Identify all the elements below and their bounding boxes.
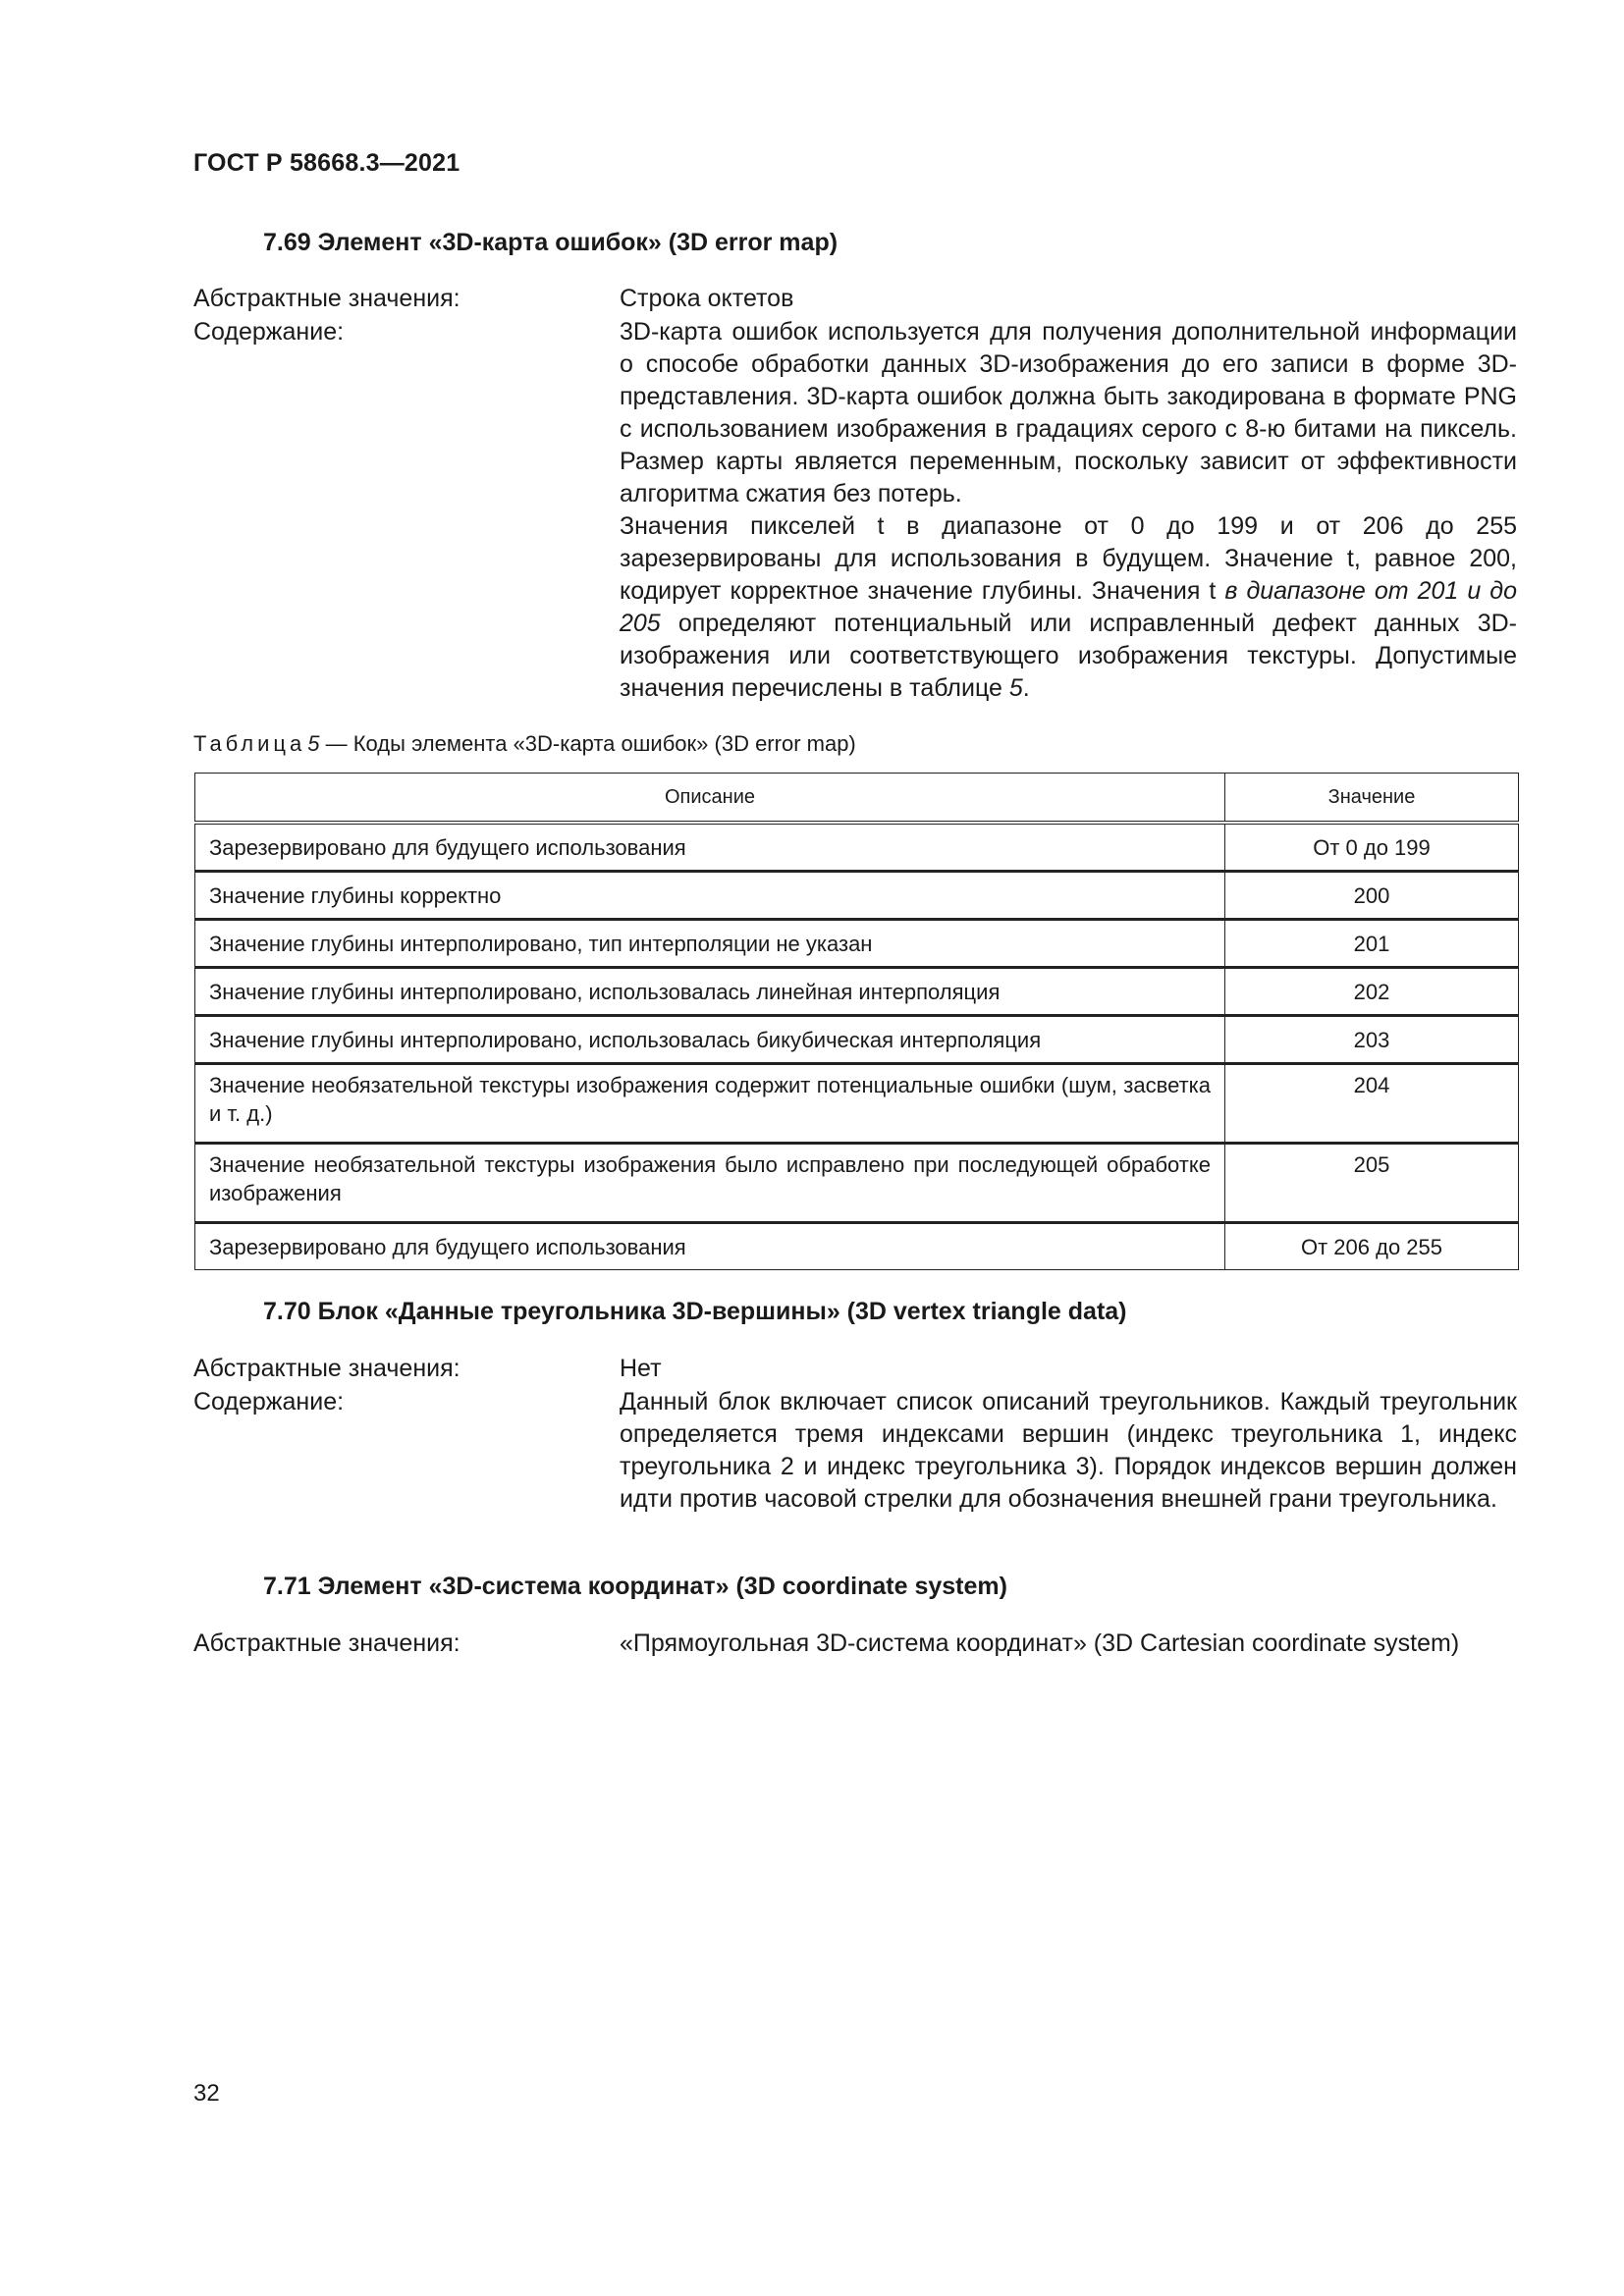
table-caption <box>193 731 856 757</box>
content-text: Данный блок включает список описаний треугольников. Каждый треугольник определяется тремя индексами вершин (индекс треугольника 1, индекс треугольника 2 и индекс треугольника 3). Порядок индексов вершин должен идти против часовой стрелки для обозначения внешней грани треугольника. <box>620 1388 1517 1513</box>
table-row <box>195 872 1519 920</box>
table-row <box>195 1064 1519 1144</box>
content-label: Содержание: <box>193 1388 345 1415</box>
abstract-value: Нет <box>620 1355 662 1382</box>
row-description: Зарезервировано для будущего использования <box>195 1223 1225 1270</box>
table-row <box>195 823 1519 872</box>
content-text <box>620 316 1517 705</box>
row-description: Значение глубины корректно <box>195 872 1225 920</box>
caption-number: 5 <box>307 731 320 756</box>
row-value: 200 <box>1225 872 1519 920</box>
section-7-69-abstract-row <box>193 283 1517 315</box>
section-title-7-70: 7.70 Блок «Данные треугольника 3D-вершины» (3D vertex triangle data) <box>263 1298 1127 1325</box>
table-row <box>195 1223 1519 1270</box>
caption-text: — Коды элемента «3D-карта ошибок» (3D error map) <box>319 731 856 756</box>
abstract-label: Абстрактные значения: <box>193 285 460 312</box>
row-value: От 206 до 255 <box>1225 1223 1519 1270</box>
caption-word: Таблица <box>193 731 306 756</box>
section-title-7-71: 7.71 Элемент «3D-система координат» (3D coordinate system) <box>263 1573 1007 1600</box>
row-value: 205 <box>1225 1144 1519 1223</box>
row-value: 202 <box>1225 968 1519 1016</box>
abstract-label: Абстрактные значения: <box>193 1355 460 1382</box>
abstract-value: «Прямоугольная 3D-система координат» (3D Cartesian coordinate system) <box>620 1629 1460 1657</box>
content-paragraph-2 <box>620 510 1517 705</box>
table-row <box>195 920 1519 968</box>
row-value: 204 <box>1225 1064 1519 1144</box>
column-header-value: Значение <box>1225 774 1519 824</box>
table-reference: 5 <box>1008 674 1023 702</box>
row-description: Значение необязательной текстуры изображения содержит потенциальные ошибки (шум, засветка и т. д.) <box>195 1064 1225 1144</box>
row-description: Значение глубины интерполировано, тип интерполяции не указан <box>195 920 1225 968</box>
section-title-7-69: 7.69 Элемент «3D-карта ошибок» (3D error map) <box>263 229 839 256</box>
text-span: Значения пикселей t в диапазоне от 0 до 199 и от 206 до 255 зарезервированы для использования в будущем. Значение t, равное 200, кодирует корректное значение глубины. Значения t <box>620 512 1517 605</box>
table-row <box>195 1144 1519 1223</box>
content-paragraph-1: 3D-карта ошибок используется для получения дополнительной информации о способе обработки данных 3D-изображения до его записи в форме 3D-представления. 3D-карта ошибок должна быть закодирована в формате PNG с использованием изображения в градациях серого с 8-ю битами на пиксель. Размер карты является переменным, поскольку зависит от эффективности алгоритма сжатия без потерь. <box>620 318 1517 507</box>
text-span: определяют потенциальный или исправленный дефект данных 3D-изображения или соответствующего изображения текстуры. Допустимые значения перечислены в таблице <box>620 610 1517 702</box>
abstract-value: Строка октетов <box>620 285 794 312</box>
row-description: Значение глубины интерполировано, использовалась бикубическая интерполяция <box>195 1016 1225 1064</box>
text-span: . <box>1022 674 1030 702</box>
row-value: От 0 до 199 <box>1225 823 1519 872</box>
page-number: 32 <box>193 2080 220 2107</box>
row-value: 203 <box>1225 1016 1519 1064</box>
running-header: ГОСТ Р 58668.3—2021 <box>193 149 460 177</box>
table-row <box>195 1016 1519 1064</box>
table-header-row <box>195 774 1519 824</box>
abstract-label: Абстрактные значения: <box>193 1629 460 1657</box>
error-codes-table <box>194 773 1519 1270</box>
content-label: Содержание: <box>193 318 345 346</box>
row-description: Зарезервировано для будущего использования <box>195 823 1225 872</box>
section-7-69-content-row <box>193 316 1517 719</box>
row-description: Значение глубины интерполировано, использовалась линейная интерполяция <box>195 968 1225 1016</box>
section-7-71-abstract-row <box>193 1628 1517 1696</box>
row-value: 201 <box>1225 920 1519 968</box>
section-7-70-abstract-row <box>193 1353 1517 1385</box>
column-header-description: Описание <box>195 774 1225 824</box>
section-7-70-content-row <box>193 1386 1517 1553</box>
row-description: Значение необязательной текстуры изображения было исправлено при последующей обработке изображения <box>195 1144 1225 1223</box>
table-row <box>195 968 1519 1016</box>
italic-range-text: в диапазоне от 201 и до 205 <box>620 577 1517 637</box>
